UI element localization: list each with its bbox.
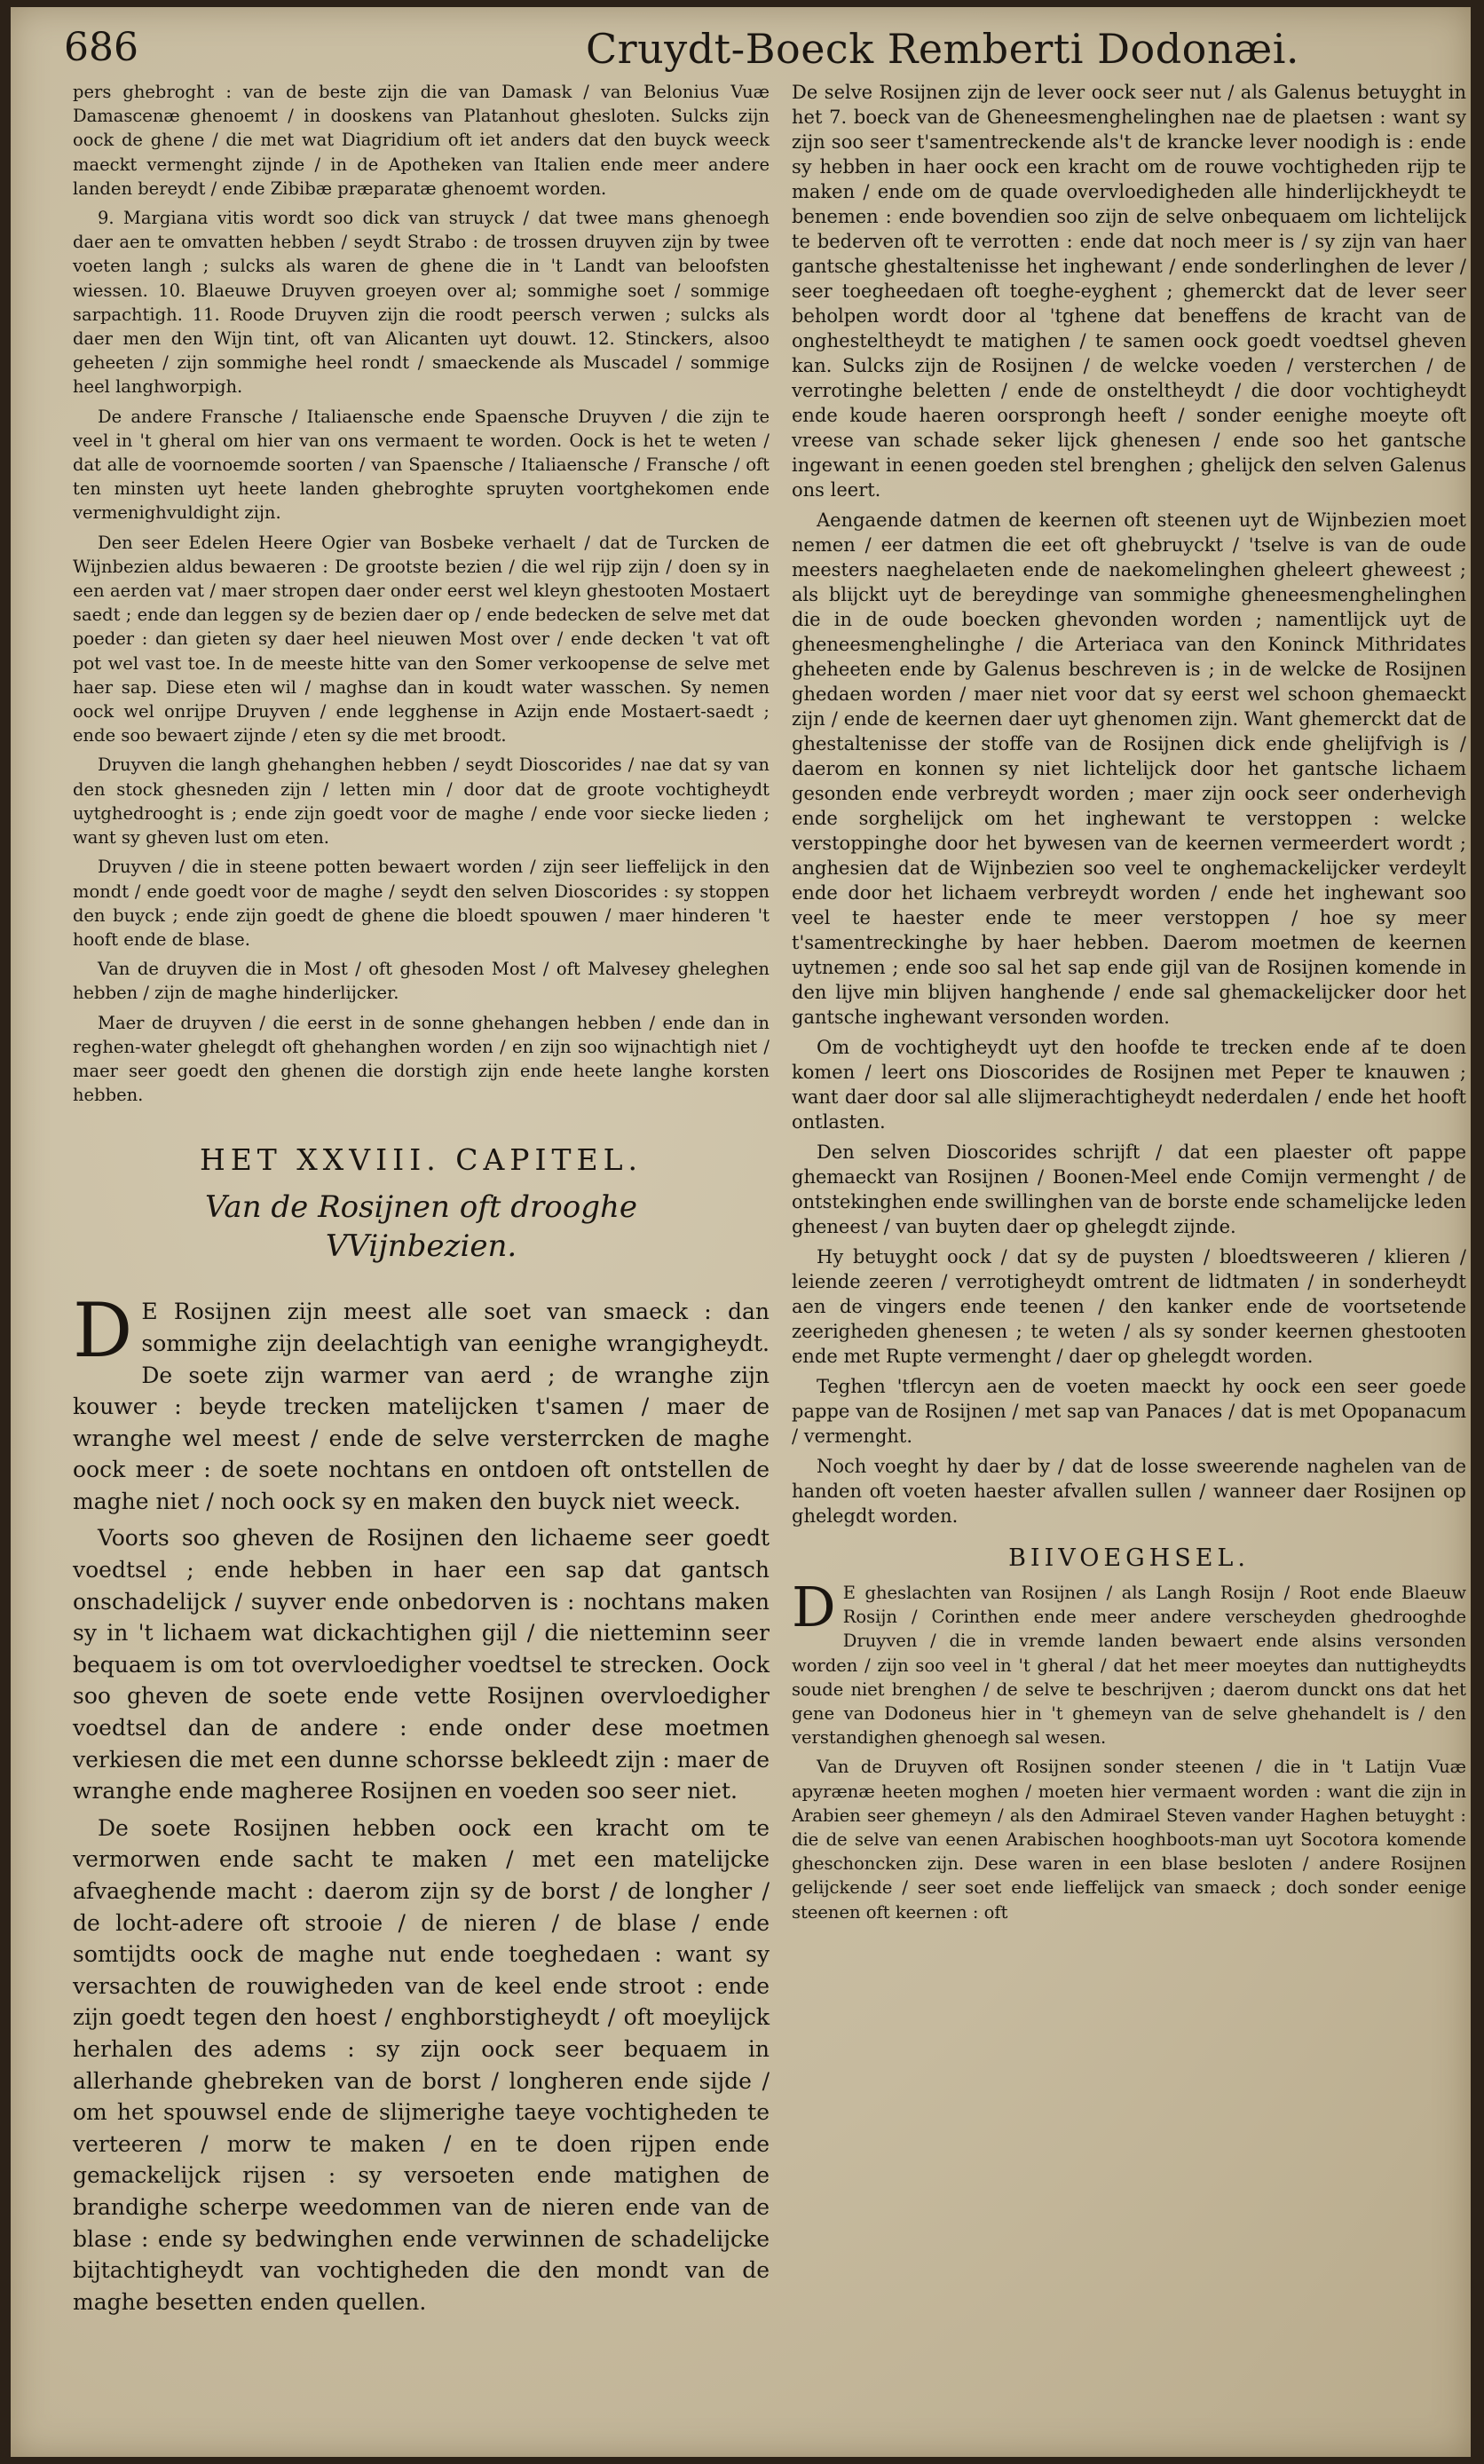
right-column <box>792 80 1466 1930</box>
drop-capital: D <box>73 1287 133 1375</box>
paragraph: Hy betuyght oock / dat sy de puysten / bloedtsweeren / klieren / leiende zeeren / verrotigheydt omtrent de lidtmaten / in sonderheydt aen de vingers ende teenen / den kanker ende de voortsetende zeerigheden ghenesen ; te weten / als sy sonder keernen ghestooten ende met Rupte vermenght / daer op ghelegdt worden. <box>792 1246 1466 1367</box>
running-title: Cruydt-Boeck Remberti Dodonæi. <box>585 25 1300 73</box>
paragraph: De soete Rosijnen hebben oock een kracht om te vermorwen ende sacht te maken / met een matelijcke afvaeghende macht : daerom zijn sy de borst / de longher / de locht-adere oft strooie / de nieren / de blase / ende somtijdts oock de maghe nut ende toeghedaen : want sy versachten de rouwigheden van de keel ende stroot : ende zijn goedt tegen den hoest / enghborstigheydt / oft moeylijck herhalen des adems : sy zijn oock seer bequaem in allerhande ghebreken van de borst / longheren ende sijde / om het spouwsel ende de slijmerighe taeye vochtigheden te verteeren / morw te maken / en te doen rijpen ende gemackelijck rijsen : sy versoeten ende matighen de brandighe scherpe weedommen van de nieren ende van de blase : ende sy bedwinghen ende verwinnen de schadelijcke bijtachtigheydt van vochtigheden die den mondt van de maghe besetten enden quellen. <box>73 1814 770 2315</box>
paragraph: Den seer Edelen Heere Ogier van Bosbeke verhaelt / dat de Turcken de Wijnbezien aldus bewaeren : De grootste bezien / die wel rijp zijn / doen sy in een aerden vat / maer stropen daer onder eerst wel kleyn ghestooten Mostaert saedt ; ende dan leggen sy de bezien daer op / ende bedecken de selve met dat poeder : dan gieten sy daer heel nieuwen Most over / ende decken 't vat oft pot wel vast toe. In de meeste hitte van den Somer verkoopense de selve met haer sap. Diese eten wil / maghse dan in koudt water wasschen. Sy nemen oock wel onrijpe Druyven / ende legghense in Azijn ende Mostaert-saedt ; ende soo bewaert zijnde / eten sy die met broodt. <box>73 532 770 746</box>
paragraph: pers ghebroght : van de beste zijn die van Damask / van Belonius Vuæ Damascenæ ghenoemt / in dooskens van Platanhout ghesloten. Sulcks zijn oock de ghene / die met wat Diagridium oft iet anders dat den buyck weeck maeckt vermenght zijnde / in de Apotheken van Italien ende meer andere landen bereydt / ende Zibibæ præparatæ ghenoemt worden. <box>73 82 770 199</box>
paragraph: Teghen 'tflercyn aen de voeten maeckt hy oock een seer goede pappe van de Rosijnen / met sap van Panaces / dat is met Opopanacum / vermenght. <box>792 1376 1466 1447</box>
paragraph: Aengaende datmen de keernen oft steenen uyt de Wijnbezien moet nemen / eer datmen die eet oft ghebruyckt / 'tselve is van de oude meesters naeghelaeten ende de naekomelinghen gheleert gheweest ; als blijckt uyt de bereydinge van sommighe gheneesmenghelinghen die in de oude boecken ghevonden worden ; namentlijck uyt de gheneesmenghelinghe / die Arteriaca van den Koninck Mithridates gheheeten ende by Galenus beschreven is ; in de welcke de Rosijnen ghedaen worden / maer niet voor dat sy eerst wel schoon ghemaeckt zijn / ende de keernen daer uyt ghenomen zijn. Want ghemerckt dat de ghestaltenisse der stoffe van de Rosijnen dick ende ghelijfvigh is / daerom en konnen sy niet lichtelijck door het gantsche lichaem gesonden ende verbreydt worden ; maer zijn oock seer onderhevigh ende sorghelijck om het inghewant te verstoppen : welcke verstoppinghe door het bywesen van de keernen vermeerdert wordt ; anghesien dat de Wijnbezien soo veel te onghemackelijcker verdeylt ende door het lichaem verbreydt worden / ende het inghewant soo veel te haester ende te meer verstoppen / hoe sy meer t'samentreckinghe by haer hebben. Daerom moetmen de keernen uytnemen ; ende soo sal het sap ende gijl van de Rosijnen komende in den lijve min blijven hanghende / ende sal ghemackelijcker door het gantsche inghewant versonden worden. <box>792 509 1466 1028</box>
paragraph-text: E gheslachten van Rosijnen / als Langh Rosijn / Root ende Blaeuw Rosijn / Corinthen ende meer andere verscheyden ghedrooghde Druyven / die in vremde landen bewaert ende alsins versonden worden / zijn soo veel in 't gheral / dat het meer moeytes dan nuttigheydts soude niet brenghen / de selve te beschrijven ; daerom dunckt ons dat het gene van Dodoneus hier in 't ghemeyn van de selve ghehandelt is / den verstandighen ghenoegh sal wesen. <box>792 1583 1466 1749</box>
paragraph: Voorts soo gheven de Rosijnen den lichaeme seer goedt voedtsel ; ende hebben in haer een sap dat gantsch onschadelijck / suyver ende onbedorven is : nochtans maken sy in 't lichaem wat dickachtighen gijl / die nietteminn seer bequaem is om tot overvloedigher voedtsel te strecken. Oock soo gheven de soete ende vette Rosijnen overvloedigher voedtsel dan de andere : ende onder dese moetmen verkiesen die met een dunne schorsse bekleedt zijn : maer de wranghe ende magheree Rosijnen en voeden soo seer niet. <box>73 1525 770 1805</box>
paragraph-with-dropcap <box>792 1575 1466 1749</box>
paragraph-text: E Rosijnen zijn meest alle soet van smaeck : dan sommighe zijn deelachtigh van eenighe wrangigheydt. De soete zijn warmer van aerd ; de wranghe zijn kouwer : beyde trecken matelijcken t'samen / maer de wranghe wel meest / ende de selve versterrcken de maghe oock meer : de soete nochtans en ontdoen oft ontstellen de maghe niet / noch oock sy en maken den buyck niet weeck. <box>73 1299 770 1514</box>
paragraph: Om de vochtigheydt uyt den hoofde te trecken ende af te doen komen / leert ons Dioscorides de Rosijnen met Peper te knauwen ; want daer door sal alle slijmerachtigheydt nederdalen / ende het hooft ontlasten. <box>792 1037 1466 1133</box>
paragraph-with-dropcap <box>73 1287 770 1517</box>
paragraph: Van de Druyven oft Rosijnen sonder steenen / die in 't Latijn Vuæ apyrænæ heeten moghen / moeten hier vermaent worden : want die zijn in Arabien seer ghemeyn / als den Admirael Steven vander Haghen betuyght : die de selve van eenen Arabischen hooghboots-man uyt Socotora komende gheschoncken zijn. Dese waren in een blase besloten / andere Rosijnen gelijckende / seer soet ende lieffelijck van smaeck ; doch sonder eenige steenen oft keernen : oft <box>792 1757 1466 1923</box>
page-number: 686 <box>64 25 138 70</box>
left-column <box>73 80 770 2323</box>
paragraph: 9. Margiana vitis wordt soo dick van struyck / dat twee mans ghenoegh daer aen te omvatten hebben / seydt Strabo : de trossen druyven zijn by twee voeten langh ; sulcks als waren de ghene die in 't Landt van beloofsten wiessen. 10. Blaeuwe Druyven groeyen over al; sommighe soet / sommige sarpachtigh. 11. Roode Druyven zijn die roodt peersch verwen ; sulcks als daer men den Wijn tint, oft van Alicanten uyt douwt. 12. Stinckers, alsoo geheeten / zijn sommighe heel rondt / smaeckende als Muscadel / sommige heel langhworpigh. <box>73 208 770 398</box>
paragraph: Druyven / die in steene potten bewaert worden / zijn seer lieffelijck in den mondt / ende goedt voor de maghe / seydt den selven Dioscorides : sy stoppen den buyck ; ende zijn goedt de ghene die bloedt spouwen / maer hinderen 't hooft ende de blase. <box>73 857 770 950</box>
paragraph: Den selven Dioscorides schrijft / dat een plaester oft pappe ghemaeckt van Rosijnen / Boonen-Meel ende Comijn vermenght / de ontstekinghen ende swillinghen van de borste ende schamelijcke leden gheneest / van buyten daer op ghelegdt zijnde. <box>792 1141 1466 1237</box>
paragraph: Maer de druyven / die eerst in de sonne ghehangen hebben / ende dan in reghen-water ghelegdt oft ghehanghen worden / en zijn soo wijnachtigh niet / maer seer goedt den ghenen die dorstigh zijn ende heete langhe korsten hebben. <box>73 1012 770 1106</box>
section-heading: BIIVOEGHSEL. <box>1008 1544 1250 1572</box>
chapter-title <box>73 1188 770 1266</box>
chapter-heading: HET XXVIII. CAPITEL. <box>199 1142 643 1178</box>
paragraph: Van de druyven die in Most / oft ghesoden Most / oft Malvesey gheleghen hebben / zijn de maghe hinderlijcker. <box>73 959 770 1004</box>
page-header <box>64 25 1448 87</box>
drop-capital: D <box>792 1575 836 1639</box>
book-page <box>11 7 1471 2457</box>
paragraph: Noch voeght hy daer by / dat de losse sweerende naghelen van de handen oft voeten haester afvallen sullen / wanneer daer Rosijnen op ghelegdt worden. <box>792 1456 1466 1527</box>
paragraph: De selve Rosijnen zijn de lever oock seer nut / als Galenus betuyght in het 7. boeck van de Gheneesmenghelinghen nae de plaetsen : want sy zijn soo seer t'samentreckende als't de krancke lever noodigh is : ende sy hebben in haer oock een kracht om de rouwe vochtigheden rijp te maken / ende om de quade overvloedigheden alle hinderlijckheydt te benemen : ende bovendien soo zijn de selve onbequaem om lichtelijck te bederven oft te verrotten : ende dat noch meer is / sy zijn van haer gantsche ghestaltenisse het inghewant / ende sonderlinghen de lever / seer toegheedaen oft toeghe-eyghent ; ghemerckt dat de lever seer beholpen wordt door al 'tghene dat beneffens de kracht van de onghesteltheydt te matighen / te samen oock goedt voedtsel gheven kan. Sulcks zijn de Rosijnen / de welcke voeden / versterchen / de verrotinghe beletten / ende de onsteltheydt / die door vochtigheydt ende koude haeren oorsprongh heeft / sonder eenighe moeyte oft vreese van schade seker lijck ghenesen / ende soo het gantsche ingewant in eenen goeden stel brenghen ; ghelijck den selven Galenus ons leert. <box>792 82 1466 501</box>
chapter-title-line: Van de Rosijnen oft drooghe <box>204 1189 638 1226</box>
chapter-title-line: VVijnbezien. <box>325 1228 517 1265</box>
paragraph: De andere Fransche / Italiaensche ende Spaensche Druyven / die zijn te veel in 't gheral om hier van ons vermaent te worden. Oock is het te weten / dat alle de voornoemde soorten / van Spaensche / Italiaensche / Fransche / oft ten minsten uyt heete landen ghebroghte spruyten voortghekomen ende vermenighvuldight zijn. <box>73 406 770 524</box>
paragraph: Druyven die langh ghehanghen hebben / seydt Dioscorides / nae dat sy van den stock ghesneden zijn / letten min / door dat de groote vochtigheydt uytghedrooght is ; ende zijn goedt voor de maghe / ende voor siecke lieden ; want sy gheven lust om eten. <box>73 754 770 849</box>
